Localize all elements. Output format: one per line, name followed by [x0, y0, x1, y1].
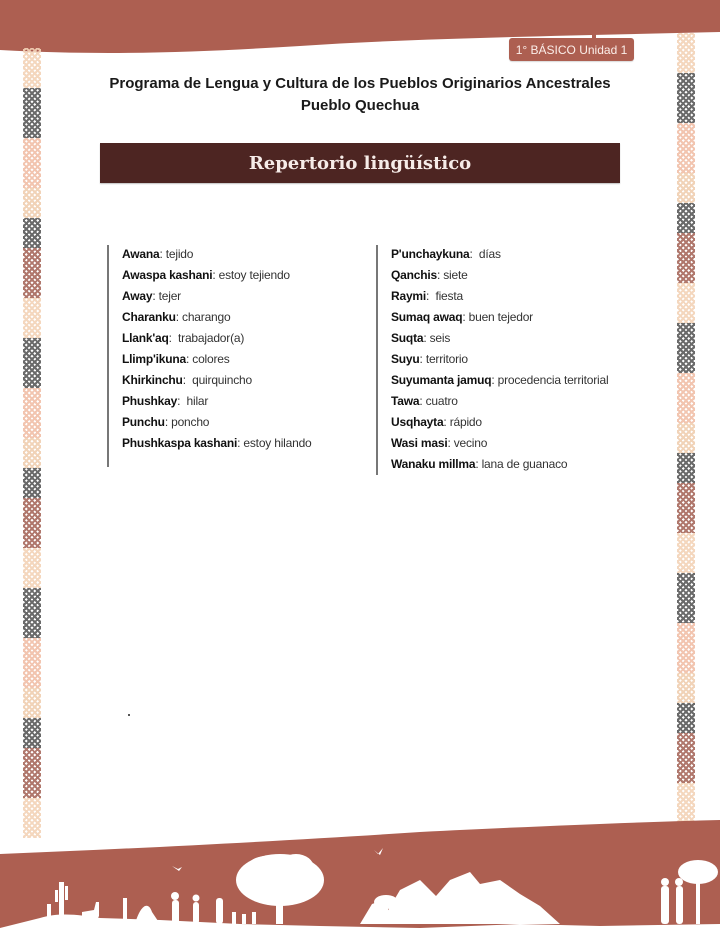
vocab-term: Qanchis — [391, 268, 437, 282]
vocab-term: Phushkaspa kashani — [122, 436, 238, 450]
vocab-term: Tawa — [391, 394, 420, 408]
vocab-gloss: procedencia territorial — [497, 373, 609, 387]
vocab-item: Suqta: seis — [391, 331, 451, 345]
textile-border-right-icon — [677, 33, 695, 823]
vocab-item: Punchu: poncho — [122, 415, 210, 429]
grade-unit-badge: 1° BÁSICO Unidad 1 — [509, 38, 634, 61]
vocab-term: Punchu — [122, 415, 165, 429]
vocab-gloss: fiesta — [435, 289, 463, 303]
footer-landscape — [0, 820, 720, 932]
section-title: Repertorio lingüístico — [248, 152, 472, 174]
vocab-gloss: territorio — [425, 352, 468, 366]
people-title: Pueblo Quechua — [300, 97, 420, 114]
vocab-term: P'unchaykuna — [391, 247, 470, 261]
textile-border-left-icon — [23, 48, 41, 838]
vocab-gloss: hilar — [186, 394, 209, 408]
vocab-gloss: estoy tejiendo — [218, 268, 290, 282]
vocab-gloss: quirquincho — [192, 373, 252, 387]
vocab-gloss: vecino — [453, 436, 488, 450]
vocab-term: Wanaku millma — [391, 457, 476, 471]
vocab-gloss: estoy hilando — [243, 436, 312, 450]
document-header — [0, 73, 720, 117]
section-title-bar — [100, 143, 620, 183]
vocab-term: Awana — [122, 247, 160, 261]
vocabulary-list-left — [107, 245, 312, 467]
vocabulary-list-right — [376, 245, 608, 475]
vocab-gloss: días — [478, 247, 501, 261]
vocab-item: Awana: tejido — [122, 247, 194, 261]
vocab-gloss: charango — [182, 310, 231, 324]
vocab-item: Charanku: charango — [122, 310, 231, 324]
vocab-item: Suyu: territorio — [391, 352, 468, 366]
vocab-item: Khirkinchu: quirquincho — [122, 373, 252, 387]
vocab-item: Llank'aq: trabajador(a) — [122, 331, 245, 345]
vocab-term: Suyu — [391, 352, 420, 366]
vocab-term: Khirkinchu — [122, 373, 183, 387]
vocab-item: Wanaku millma: lana de guanaco — [391, 457, 568, 471]
vocab-item: Phushkaspa kashani: estoy hilando — [122, 436, 312, 450]
vocab-gloss: tejer — [158, 289, 181, 303]
vocab-item: Llimp'ikuna: colores — [122, 352, 230, 366]
vocab-gloss: trabajador(a) — [178, 331, 245, 345]
vocab-item: Sumaq awaq: buen tejedor — [391, 310, 533, 324]
vocab-item: Phushkay: hilar — [122, 394, 209, 408]
vocab-item: Wasi masi: vecino — [391, 436, 488, 450]
vocab-item: P'unchaykuna: días — [391, 247, 501, 261]
vocab-item: Awaspa kashani: estoy tejiendo — [122, 268, 290, 282]
vocab-term: Llank'aq — [122, 331, 169, 345]
vocab-term: Away — [122, 289, 153, 303]
vocab-gloss: rápido — [449, 415, 482, 429]
vocab-term: Phushkay — [122, 394, 178, 408]
landscape-silhouette-icon — [0, 820, 720, 932]
vocab-item: Away: tejer — [122, 289, 181, 303]
vocab-term: Sumaq awaq — [391, 310, 463, 324]
vocab-gloss: poncho — [171, 415, 210, 429]
vocab-gloss: buen tejedor — [468, 310, 533, 324]
vocab-gloss: siete — [443, 268, 468, 282]
vocab-gloss: cuatro — [425, 394, 458, 408]
vocab-gloss: lana de guanaco — [481, 457, 568, 471]
vocab-term: Llimp'ikuna — [122, 352, 186, 366]
vocab-gloss: seis — [429, 331, 451, 345]
vocab-term: Raymi — [391, 289, 427, 303]
vocab-item: Raymi: fiesta — [391, 289, 463, 303]
vocab-term: Suyumanta jamuq — [391, 373, 492, 387]
program-title: Programa de Lengua y Cultura de los Pueblos Originarios Ancestrales — [109, 75, 611, 92]
vocab-term: Awaspa kashani — [122, 268, 213, 282]
vocab-gloss: tejido — [165, 247, 194, 261]
vocab-item: Suyumanta jamuq: procedencia territorial — [391, 373, 609, 387]
stray-mark — [128, 714, 130, 716]
vocab-term: Usqhayta — [391, 415, 444, 429]
vocab-item: Tawa: cuatro — [391, 394, 458, 408]
vocab-term: Charanku — [122, 310, 176, 324]
vocab-term: Wasi masi — [391, 436, 448, 450]
vocab-gloss: colores — [192, 352, 230, 366]
vocab-term: Suqta — [391, 331, 424, 345]
vocab-item: Usqhayta: rápido — [391, 415, 482, 429]
vocab-item: Qanchis: siete — [391, 268, 468, 282]
